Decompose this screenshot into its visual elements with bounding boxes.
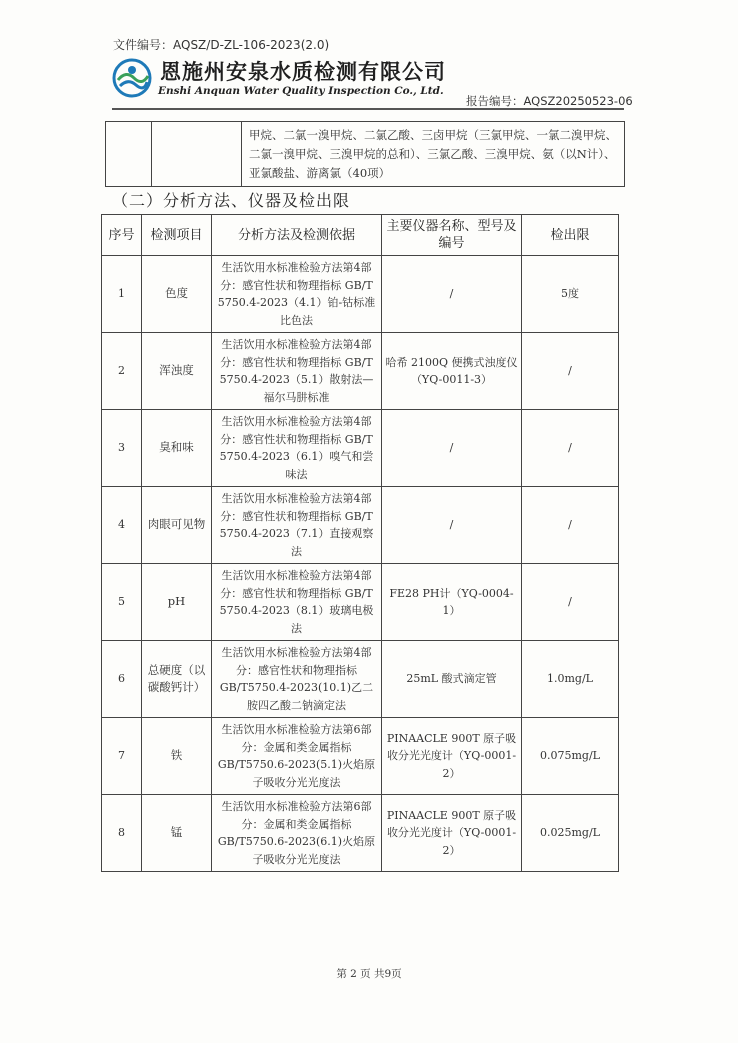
cell-limit: / — [522, 333, 619, 410]
cell-method: 生活饮用水标准检验方法第4部分：感官性状和物理指标 GB/T 5750.4-2023（7.1）直接观察法 — [212, 487, 382, 564]
cell-seq: 8 — [102, 795, 142, 872]
water-drop-logo-icon — [112, 58, 152, 98]
cell-seq: 5 — [102, 564, 142, 641]
continued-parameter-list: 甲烷、二氯一溴甲烷、二氯乙酸、三卤甲烷（三氯甲烷、一氯二溴甲烷、二氯一溴甲烷、三溴甲烷的总和）、三氯乙酸、三溴甲烷、氨（以N计）、亚氯酸盐、游离氯（40项） — [249, 127, 617, 180]
cell-seq: 6 — [102, 641, 142, 718]
cell-instrument: FE28 PH计（YQ-0004-1） — [382, 564, 522, 641]
header-limit: 检出限 — [522, 215, 619, 256]
company-name-cn: 恩施州安泉水质检测有限公司 — [160, 59, 446, 84]
cell-limit: 0.025mg/L — [522, 795, 619, 872]
cell-method: 生活饮用水标准检验方法第4部分：感官性状和物理指标 GB/T 5750.4-2023（8.1）玻璃电极法 — [212, 564, 382, 641]
cell-instrument: PINAACLE 900T 原子吸收分光光度计（YQ-0001-2） — [382, 718, 522, 795]
table-row — [102, 641, 619, 718]
report-number: 报告编号：AQSZ20250523-06 — [466, 94, 633, 108]
table-row — [102, 333, 619, 410]
cell-item: 浑浊度 — [142, 333, 212, 410]
header-item: 检测项目 — [142, 215, 212, 256]
cell-instrument: / — [382, 410, 522, 487]
doc-number: 文件编号：AQSZ/D-ZL-106-2023(2.0) — [113, 38, 330, 52]
cell-method: 生活饮用水标准检验方法第4部分：感官性状和物理指标 GB/T 5750.4-2023（4.1）铂-钴标准比色法 — [212, 256, 382, 333]
cell-method: 生活饮用水标准检验方法第6部分：金属和类金属指标 GB/T5750.6-2023(6.1)火焰原子吸收分光光度法 — [212, 795, 382, 872]
cell-seq: 2 — [102, 333, 142, 410]
section-title: （二）分析方法、仪器及检出限 — [112, 191, 351, 210]
cell-limit: / — [522, 564, 619, 641]
continued-row — [106, 122, 625, 187]
cell-limit: / — [522, 410, 619, 487]
cell-method: 生活饮用水标准检验方法第6部分：金属和类金属指标 GB/T5750.6-2023(5.1)火焰原子吸收分光光度法 — [212, 718, 382, 795]
cell-seq: 7 — [102, 718, 142, 795]
header-divider — [112, 108, 624, 110]
cell-item: 锰 — [142, 795, 212, 872]
table-row — [102, 564, 619, 641]
cell-instrument: 25mL 酸式滴定管 — [382, 641, 522, 718]
header-seq: 序号 — [102, 215, 142, 256]
cell-item: 色度 — [142, 256, 212, 333]
table-row — [102, 795, 619, 872]
cell-item: 铁 — [142, 718, 212, 795]
continued-col2 — [152, 122, 242, 187]
cell-instrument: / — [382, 256, 522, 333]
cell-item: 肉眼可见物 — [142, 487, 212, 564]
cell-method: 生活饮用水标准检验方法第4部分：感官性状和物理指标 GB/T 5750.4-2023（6.1）嗅气和尝味法 — [212, 410, 382, 487]
continued-text-cell — [242, 122, 625, 187]
cell-limit: 1.0mg/L — [522, 641, 619, 718]
company-name-en: Enshi Anquan Water Quality Inspection Co., Ltd. — [158, 85, 444, 97]
cell-instrument: PINAACLE 900T 原子吸收分光光度计（YQ-0001-2） — [382, 795, 522, 872]
table-row — [102, 256, 619, 333]
cell-method: 生活饮用水标准检验方法第4部分：感官性状和物理指标 GB/T5750.4-2023(10.1)乙二胺四乙酸二钠滴定法 — [212, 641, 382, 718]
table-row — [102, 487, 619, 564]
cell-seq: 1 — [102, 256, 142, 333]
continued-table — [105, 121, 625, 187]
cell-seq: 3 — [102, 410, 142, 487]
page-footer: 第 2 页 共9页 — [336, 968, 402, 980]
cell-method: 生活饮用水标准检验方法第4部分：感官性状和物理指标 GB/T 5750.4-2023（5.1）散射法—福尔马肼标准 — [212, 333, 382, 410]
header-method: 分析方法及检测依据 — [212, 215, 382, 256]
cell-limit: 5度 — [522, 256, 619, 333]
cell-instrument: / — [382, 487, 522, 564]
cell-item: 总硬度（以碳酸钙计） — [142, 641, 212, 718]
table-row — [102, 410, 619, 487]
table-header-row — [102, 215, 619, 256]
cell-item: pH — [142, 564, 212, 641]
cell-limit: 0.075mg/L — [522, 718, 619, 795]
cell-instrument: 哈希 2100Q 便携式浊度仪（YQ-0011-3） — [382, 333, 522, 410]
cell-seq: 4 — [102, 487, 142, 564]
header-instrument: 主要仪器名称、型号及编号 — [382, 215, 522, 256]
method-table — [101, 214, 619, 872]
cell-limit: / — [522, 487, 619, 564]
table-row — [102, 718, 619, 795]
continued-col1 — [106, 122, 152, 187]
cell-item: 臭和味 — [142, 410, 212, 487]
